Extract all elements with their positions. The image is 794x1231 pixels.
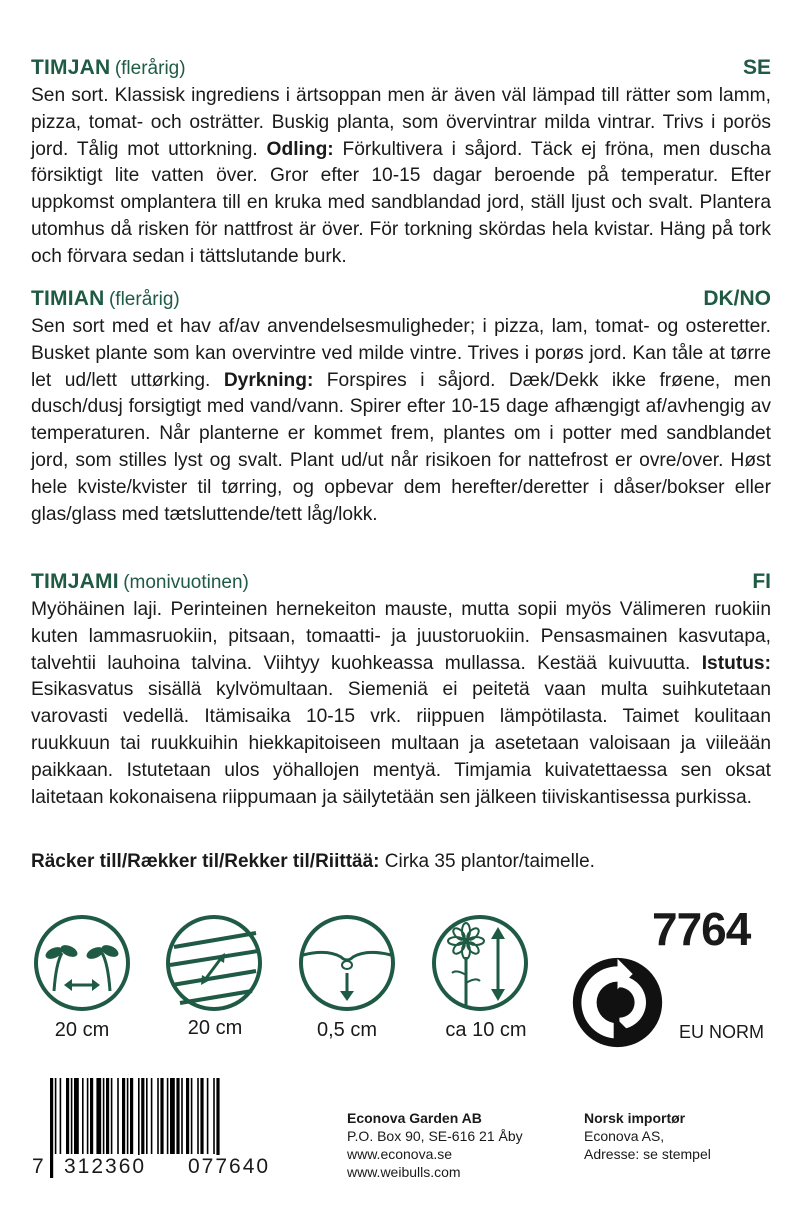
barcode-bar bbox=[50, 1078, 53, 1178]
section-se bbox=[31, 56, 771, 271]
barcode-bar bbox=[151, 1078, 153, 1154]
text-part: Esikasvatus sisällä kylvömultaan. Siemeniä ei peitetä vaan multa suihkutetaan varovasti vedellä. Itämisaika 10-15 vrk. riippuen lämpötilasta. Taimet koulitaan ruukkuun tai ruukkuihin hiekkapitoiseen multaan ja asetetaan valoisaan ja viileään paikkaan. Istutetaan ulos yöhallojen mentyä. Timjamia kuivatettaessa sen oksat laitetaan kokonaisena riippumaan ja säilytetään sen jälkeen tiiviskantisessa purkissa. bbox=[31, 679, 771, 808]
barcode-bar bbox=[106, 1078, 109, 1154]
barcode-bar bbox=[200, 1078, 203, 1154]
sowing-depth-icon bbox=[297, 913, 397, 1013]
barcode-bar bbox=[160, 1078, 163, 1154]
importer-address bbox=[584, 1109, 711, 1163]
yield-value: Cirka 35 plantor/taimelle. bbox=[379, 851, 595, 872]
barcode-bar bbox=[197, 1078, 199, 1154]
section-dk-no bbox=[31, 287, 771, 528]
barcode-bar bbox=[213, 1078, 215, 1154]
barcode-bar bbox=[71, 1078, 73, 1154]
barcode-bar bbox=[66, 1078, 69, 1154]
importer-line: Econova AS, bbox=[584, 1128, 665, 1144]
barcode-bar bbox=[117, 1078, 119, 1154]
plant-type: (flerårig) bbox=[108, 289, 180, 310]
barcode-bar bbox=[127, 1078, 129, 1154]
text-part: Förkultivera i såjord. Täck ej fröna, men duscha försiktigt lite vatten över. Gror efter 10-15 dagar beroende på temperatur. Efter uppkomst omplantera till en kruka med sandblandad jord, ställ ljust och svalt. Plantera utomhus då risken för nattfrost är över. För torkning skördas hela kvistar. Häng på tork och förvara sedan i tättslutande burk. bbox=[31, 138, 771, 267]
plant-height-icon bbox=[430, 913, 530, 1013]
language-code: FI bbox=[752, 570, 771, 593]
language-code: DK/NO bbox=[703, 287, 771, 310]
barcode-bar bbox=[207, 1078, 209, 1154]
sowing-depth-label: 0,5 cm bbox=[316, 1019, 378, 1041]
eu-norm-label: EU NORM bbox=[679, 1022, 764, 1042]
section-text bbox=[31, 597, 771, 811]
plant-type: (monivuotinen) bbox=[123, 572, 249, 593]
plant-spacing-label: 20 cm bbox=[54, 1019, 110, 1041]
section-fi bbox=[31, 570, 771, 811]
barcode-bar bbox=[90, 1078, 93, 1154]
section-text bbox=[31, 314, 771, 528]
barcode-bar bbox=[157, 1078, 159, 1154]
barcode-bar bbox=[55, 1078, 57, 1154]
product-code: 7764 bbox=[652, 903, 751, 955]
address-line: P.O. Box 90, SE-616 21 Åby bbox=[347, 1128, 523, 1144]
row-spacing-icon bbox=[164, 913, 264, 1013]
plant-height-label: ca 10 cm bbox=[445, 1019, 527, 1041]
plant-name: TIMJAN bbox=[31, 56, 111, 79]
company-name: Econova Garden AB bbox=[347, 1110, 482, 1126]
text-part: Sen sort. Klassisk ingrediens i ärtsoppan men är även väl lämpad till rätter som lamm, pizza, tomat- och osträtter. Buskig planta, som övervintrar milda vintrar. Trivs i porös jord. Tålig mot uttorkning. bbox=[31, 85, 771, 160]
section-header bbox=[31, 56, 771, 82]
barcode-bar bbox=[170, 1078, 175, 1154]
barcode-right-digits: 077640 bbox=[188, 1155, 271, 1178]
yield-line bbox=[31, 851, 595, 873]
barcode-bar bbox=[146, 1078, 148, 1154]
importer-line: Adresse: se stempel bbox=[584, 1146, 711, 1162]
section-header bbox=[31, 570, 771, 596]
text-part: Sen sort med et hav af/av anvendelsesmuligheder; i pizza, lam, tomat- og osteretter. Busket plante som kan overvintre ved milde vintre. Trives i porøs jord. Kan tåle at tørre let ud/lett uttørking. bbox=[31, 316, 771, 391]
section-text bbox=[31, 83, 771, 271]
barcode-bar bbox=[96, 1078, 101, 1154]
text-part: Forspires i såjord. Dæk/Dekk ikke frøene, men dusch/dusj forsigtigt med vand/vann. Spirer efter 10-15 dage afhængigt af/avhengig av temperaturen. Når planterne er kommet frem, plantes om i potter med sandblandet jord, som stilles lyst og svalt. Plant ud/ut når risikoen for nattefrost er ovre/over. Høst hele kviste/kvister til tørring, og opbevar dem herefter/deretter i dåser/bokser eller glas/glass med tætsluttende/tett låg/lokk. bbox=[31, 369, 771, 525]
barcode-bar bbox=[122, 1078, 125, 1154]
website-link[interactable]: www.weibulls.com bbox=[347, 1164, 461, 1180]
website-link[interactable]: www.econova.se bbox=[347, 1146, 453, 1162]
text-part-bold: Istutus: bbox=[701, 652, 771, 674]
barcode-bar bbox=[181, 1078, 183, 1154]
plant-name: TIMIAN bbox=[31, 287, 105, 310]
company-address bbox=[347, 1109, 523, 1181]
importer-title: Norsk importør bbox=[584, 1110, 686, 1126]
row-spacing-label: 20 cm bbox=[187, 1017, 243, 1039]
barcode-bar bbox=[87, 1078, 89, 1154]
section-header bbox=[31, 287, 771, 313]
plant-name: TIMJAMI bbox=[31, 570, 119, 593]
barcode-first-digit: 7 bbox=[32, 1155, 44, 1178]
text-part-bold: Dyrkning: bbox=[223, 369, 314, 391]
language-code: SE bbox=[742, 56, 771, 79]
barcode-left-digits: 312360 bbox=[64, 1155, 147, 1178]
text-part: Myöhäinen laji. Perinteinen hernekeiton mauste, mutta sopii myös Välimeren ruokiin kuten lammasruokiin, pitsaan, tomaatti- ja juustoruokiin. Pensasmainen kasvutapa, talvehtii lauhoina talvina. Viihtyy kuohkeassa mullassa. Kestää kuivuutta. bbox=[31, 599, 771, 674]
green-dot-recycle-logo bbox=[570, 955, 665, 1050]
barcode-bar bbox=[186, 1078, 189, 1154]
yield-label: Räcker till/Rækker til/Rekker til/Riittää: bbox=[31, 851, 380, 872]
text-part-bold: Odling: bbox=[266, 138, 334, 160]
barcode-bar bbox=[82, 1078, 84, 1154]
barcode-bar bbox=[74, 1078, 79, 1154]
barcode-bar bbox=[103, 1078, 105, 1154]
barcode-bar bbox=[111, 1078, 113, 1154]
barcode-bar bbox=[191, 1078, 193, 1154]
barcode-bar bbox=[167, 1078, 169, 1154]
barcode-bar bbox=[176, 1078, 179, 1154]
plant-type: (flerårig) bbox=[114, 58, 186, 79]
barcode-bar bbox=[141, 1078, 144, 1154]
barcode-bar bbox=[130, 1078, 133, 1154]
plant-spacing-icon bbox=[32, 913, 132, 1013]
barcode-bar bbox=[60, 1078, 62, 1154]
